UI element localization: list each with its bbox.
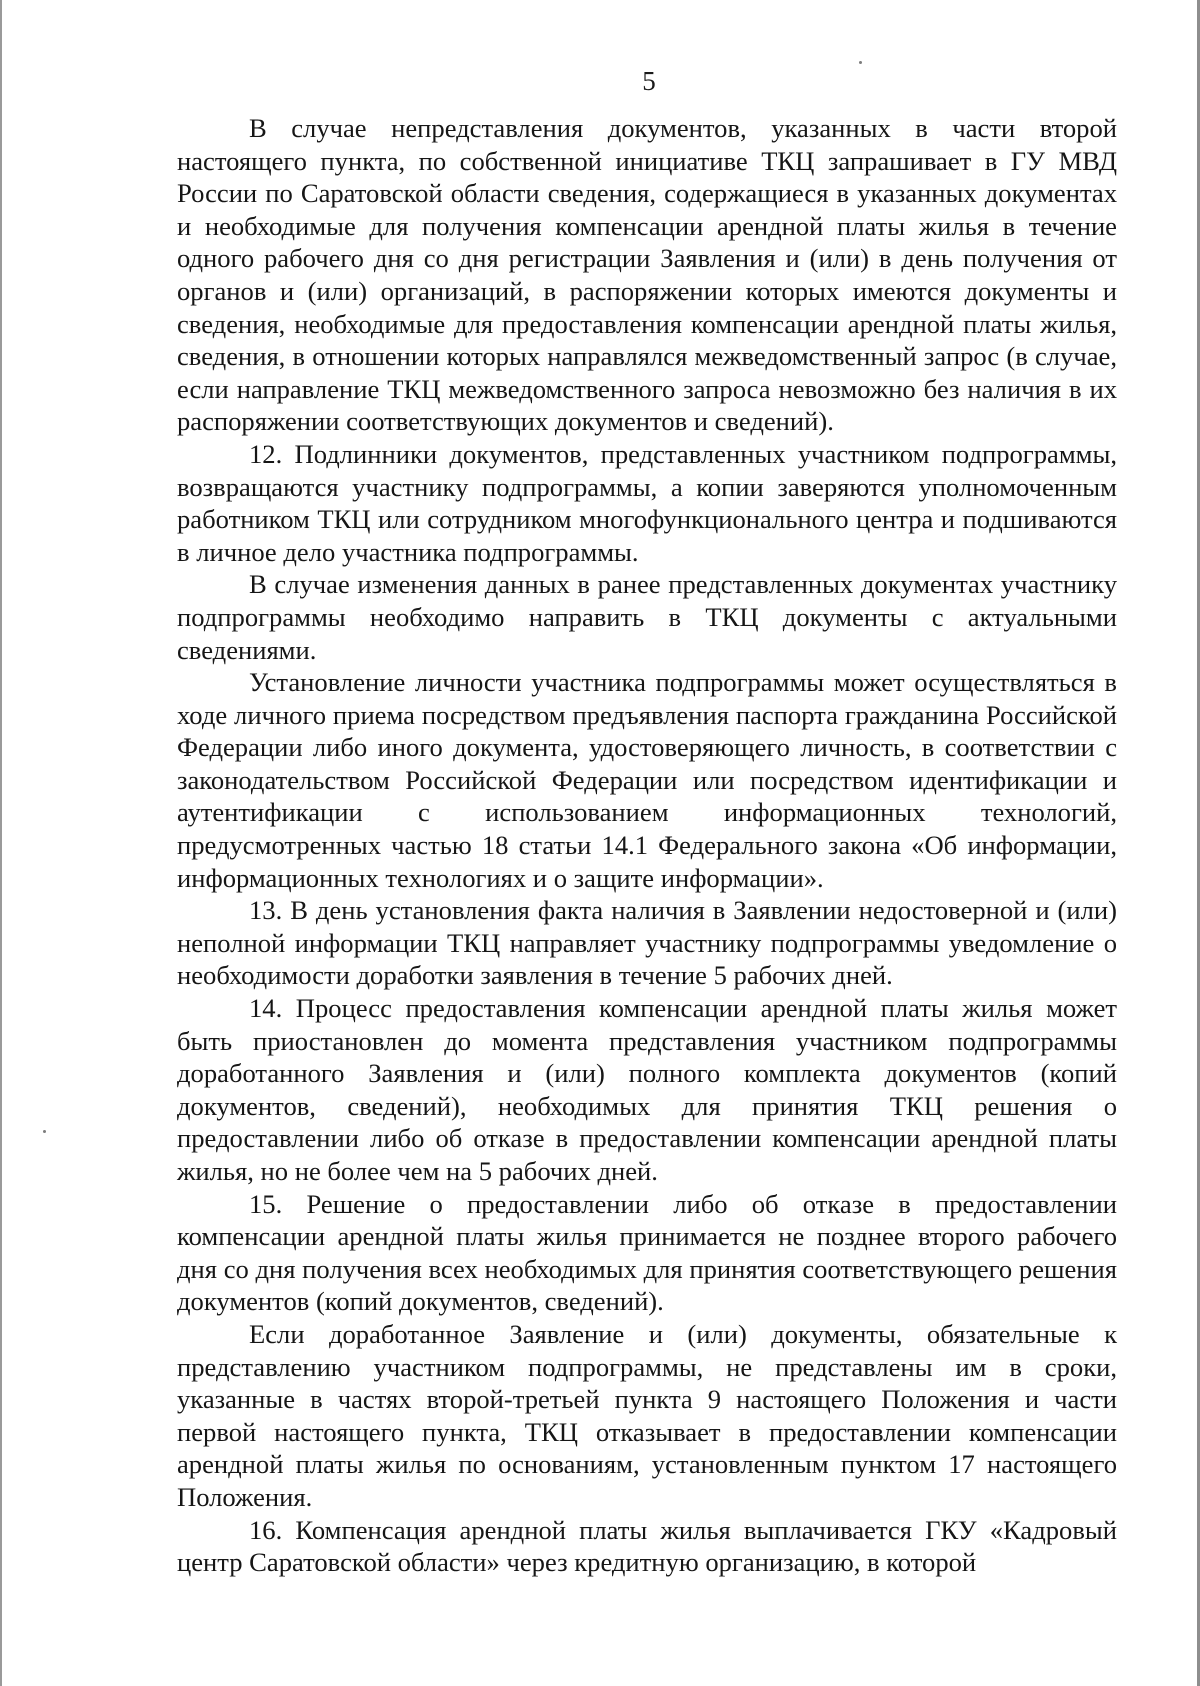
paragraph-item-13: 13. В день установления факта наличия в Заявлении недостоверной и (или) неполной информации ТКЦ направляет участнику подпрограммы уведомление о необходимости доработки заявления в течение 5 рабочих дней. bbox=[177, 895, 1117, 991]
paragraph-refusal: Если доработанное Заявление и (или) документы, обязательные к представлению участником подпрограммы, не представлены им в сроки, указанные в частях второй-третьей пункта 9 настоящего Положения и части первой настоящего пункта, ТКЦ отказывает в предоставлении компенсации арендной платы жилья по основаниям, установленным пунктом 17 настоящего Положения. bbox=[177, 1318, 1117, 1512]
paragraph-item-16: 16. Компенсация арендной платы жилья выплачивается ГКУ «Кадровый центр Саратовской области» через кредитную организацию, в которой bbox=[177, 1514, 1117, 1578]
document-body bbox=[177, 112, 1117, 1579]
paragraph-identity: Установление личности участника подпрограммы может осуществляться в ходе личного приема посредством предъявления паспорта гражданина Российской Федерации либо иного документа, удостоверяющего личность, в соответствии с законодательством Российской Федерации или посредством идентификации и аутентификации с использованием информационных технологий, предусмотренных частью 18 статьи 14.1 Федерального закона «Об информации, информационных технологиях и о защите информации». bbox=[177, 667, 1117, 893]
scan-speck bbox=[859, 61, 862, 64]
paragraph-item-12: 12. Подлинники документов, представленных участником подпрограммы, возвращаются участнику подпрограммы, а копии заверяются уполномоченным работником ТКЦ или сотрудником многофункционального центра и подшиваются в личное дело участника подпрограммы. bbox=[177, 438, 1117, 567]
page-number: 5 bbox=[642, 66, 656, 96]
scan-speck bbox=[43, 1130, 46, 1133]
paragraph-ia-request: В случае непредставления документов, указанных в части второй настоящего пункта, по собственной инициативе ТКЦ запрашивает в ГУ МВД России по Саратовской области сведения, содержащиеся в указанных документах и необходимые для получения компенсации арендной платы жилья в течение одного рабочего дня со дня регистрации Заявления и (или) в день получения от органов и (или) организаций, в распоряжении которых имеются документы и сведения, необходимые для предоставления компенсации арендной платы жилья, сведения, в отношении которых направлялся межведомственный запрос (в случае, если направление ТКЦ межведомственного запроса невозможно без наличия в их распоряжении соответствующих документов и сведений). bbox=[177, 113, 1117, 437]
paragraph-item-14: 14. Процесс предоставления компенсации арендной платы жилья может быть приостановлен до момента представления участником подпрограммы доработанного Заявления и (или) полного комплекта документов (копий документов, сведений), необходимых для принятия ТКЦ решения о предоставлении либо об отказе в предоставлении компенсации арендной платы жилья, но не более чем на 5 рабочих дней. bbox=[177, 993, 1117, 1186]
paragraph-item-15: 15. Решение о предоставлении либо об отказе в предоставлении компенсации арендной платы жилья принимается не позднее второго рабочего дня со дня получения всех необходимых для принятия соответствующего решения документов (копий документов, сведений). bbox=[177, 1188, 1117, 1317]
paragraph-data-change: В случае изменения данных в ранее представленных документах участнику подпрограммы необходимо направить в ТКЦ документы с актуальными сведениями. bbox=[177, 569, 1117, 665]
